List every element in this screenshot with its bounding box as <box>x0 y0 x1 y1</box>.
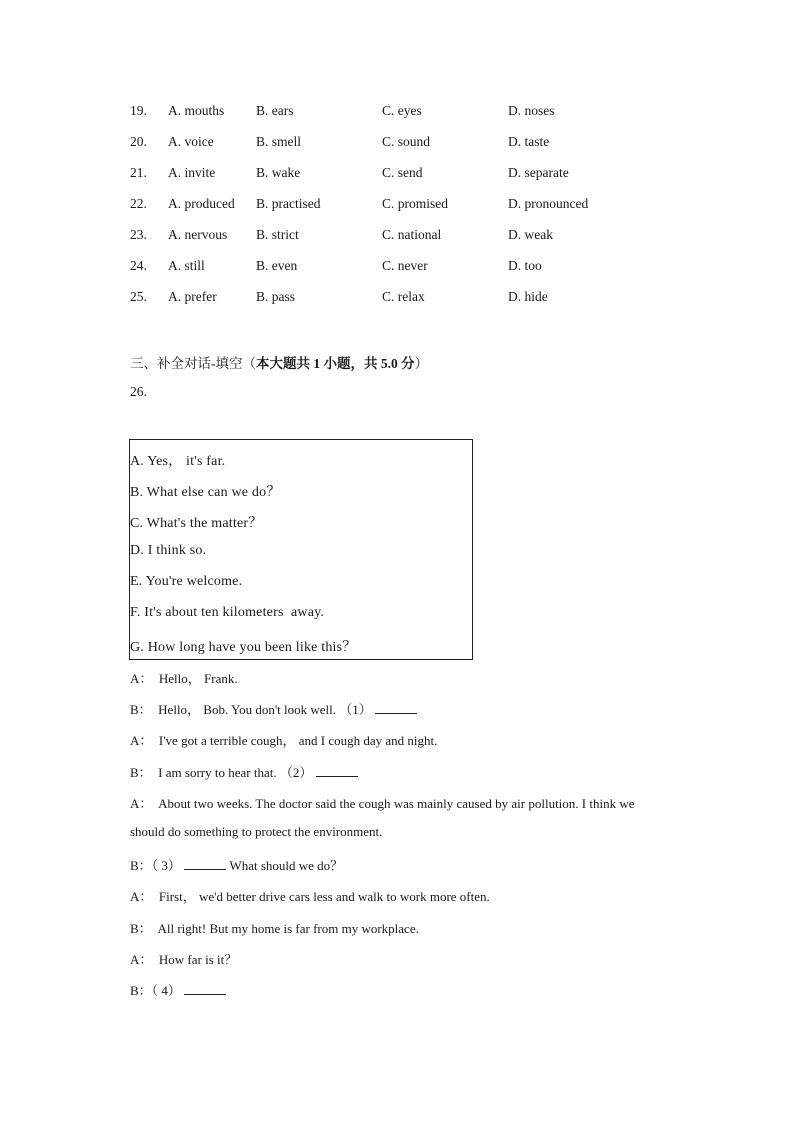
question-number: 23. <box>130 227 147 242</box>
option-a: A. voice <box>168 134 214 149</box>
dialog-line <box>130 855 343 874</box>
option-d: D. noses <box>508 103 555 118</box>
option-d: D. pronounced <box>508 196 589 211</box>
option-a: A. invite <box>168 165 216 180</box>
option-b: B. practised <box>256 196 321 211</box>
dialog-text: B：（ 3） <box>130 858 185 874</box>
option-b: B. wake <box>256 165 301 180</box>
dialog-line <box>130 668 238 687</box>
option-d: D. weak <box>508 227 553 242</box>
dialog-line <box>130 949 237 968</box>
question-number: 20. <box>130 134 147 149</box>
answer-blank[interactable] <box>375 701 417 714</box>
option-d: D. taste <box>508 134 550 149</box>
question-row <box>130 163 690 194</box>
dialog-text: A： I've got a terrible cough， and I cough day and night. <box>130 733 438 749</box>
section-title-suffix: ） <box>414 356 429 371</box>
option-c: C. promised <box>382 196 448 211</box>
question-number: 21. <box>130 165 147 180</box>
choice-option: B. What else can we do？ <box>130 485 281 500</box>
option-b: B. smell <box>256 134 302 149</box>
option-b: B. strict <box>256 227 299 242</box>
question-row <box>130 132 690 163</box>
question-number: 25. <box>130 289 147 304</box>
option-c: C. send <box>382 165 423 180</box>
dialog-text: B： All right! But my home is far from my workplace. <box>130 920 419 936</box>
question-number: 24. <box>130 258 147 273</box>
section-title <box>130 352 428 372</box>
question-number: 19. <box>130 103 147 118</box>
option-c: C. never <box>382 258 428 273</box>
dialog-text: B： Hello， Bob. You don't look well. （1） <box>130 702 376 718</box>
dialog-line <box>130 886 490 905</box>
option-a: A. produced <box>168 196 235 211</box>
question-row <box>130 101 690 132</box>
dialog-text: B： I am sorry to hear that. （2） <box>130 764 316 780</box>
choice-option: C. What's the matter？ <box>130 516 263 531</box>
option-a: A. nervous <box>168 227 228 242</box>
options-box <box>129 439 473 660</box>
option-d: D. too <box>508 258 542 273</box>
answer-blank[interactable] <box>316 764 358 777</box>
dialog-line <box>130 824 382 840</box>
dialog-line <box>130 699 417 718</box>
dialog-text: B：（ 4） <box>130 983 185 998</box>
question-number: 22. <box>130 196 147 211</box>
dialog-line <box>130 980 226 999</box>
section-title-prefix: 三、补全对话-填空（ <box>130 356 256 371</box>
choice-option: E. You're welcome. <box>130 574 243 589</box>
option-a: A. mouths <box>168 103 225 118</box>
option-c: C. sound <box>382 134 431 149</box>
dialog-line <box>130 918 419 937</box>
choice-option: G. How long have you been like this？ <box>130 640 357 655</box>
choice-table <box>130 101 690 318</box>
dialog-text-after: What should we do？ <box>226 858 344 874</box>
option-c: C. relax <box>382 289 425 304</box>
question-row <box>130 225 690 256</box>
question-row <box>130 256 690 287</box>
option-a: A. prefer <box>168 289 217 304</box>
option-a: A. still <box>168 258 205 273</box>
section-title-bold: 本大题共 1 小题，共 5.0 分 <box>256 356 415 371</box>
option-d: D. hide <box>508 289 548 304</box>
option-c: C. eyes <box>382 103 422 118</box>
choice-option: D. I think so. <box>130 543 207 558</box>
option-b: B. ears <box>256 103 294 118</box>
option-d: D. separate <box>508 165 569 180</box>
option-b: B. pass <box>256 289 296 304</box>
dialog-text: A： Hello， Frank. <box>130 671 238 686</box>
option-b: B. even <box>256 258 298 273</box>
dialog-text: A： First， we'd better drive cars less and walk to work more often. <box>130 889 490 905</box>
dialog-line <box>130 793 635 812</box>
choice-option: A. Yes， it's far. <box>130 454 226 469</box>
dialog-line <box>130 730 437 749</box>
dialog-text: A： How far is it？ <box>130 951 238 967</box>
question-number: 26. <box>130 384 147 399</box>
answer-blank[interactable] <box>184 982 226 995</box>
question-row <box>130 287 690 318</box>
answer-blank[interactable] <box>184 857 226 870</box>
dialog-text: should do something to protect the environment. <box>130 824 383 839</box>
choice-option: F. It's about ten kilometers away. <box>130 605 325 620</box>
dialog-text: A： About two weeks. The doctor said the cough was mainly caused by air pollution. I think we <box>130 795 635 811</box>
question-row <box>130 194 690 225</box>
option-c: C. national <box>382 227 442 242</box>
dialog-line <box>130 762 358 781</box>
